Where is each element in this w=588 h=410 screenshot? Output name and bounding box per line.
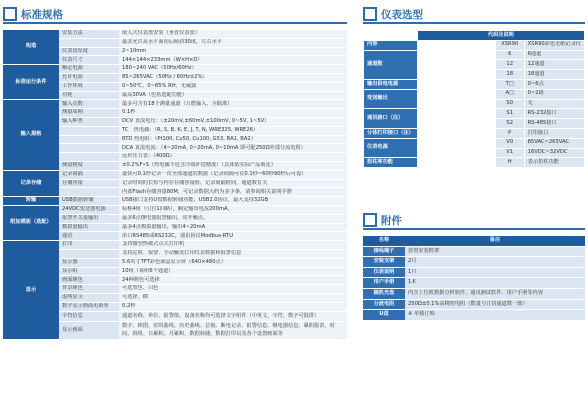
accessory-row bbox=[363, 257, 585, 268]
spec-section-header bbox=[3, 6, 347, 24]
spec-value: 144×144×233mm（W×H×D） bbox=[119, 56, 347, 65]
spec-value: 最多允许从水平面向后倾斜30度，左右水平 bbox=[119, 38, 347, 47]
spec-value: 嵌入式仪表盘安装（垂直仪表盘） bbox=[119, 30, 347, 38]
accessory-note: 内含上位机数据分析软件、通讯测试软件、用户手册等内容 bbox=[405, 288, 585, 299]
spec-value: 最快可0.1秒记录一次全部通道的数据（记录间隔可在0.1秒~60秒90秒后可设） bbox=[119, 170, 347, 179]
spec-value: 2~10mm bbox=[119, 47, 347, 56]
selection-table bbox=[363, 30, 585, 168]
spec-value: RTD 热电阻：（Pt100, Cu50, Cu100, G53, BA1, BA2） bbox=[119, 135, 347, 144]
spec-row bbox=[3, 30, 347, 38]
spec-category: 记录存储 bbox=[3, 170, 59, 196]
selection-code: 18 bbox=[495, 70, 524, 80]
selection-label: 仪表电源 bbox=[364, 138, 418, 158]
spec-row bbox=[3, 65, 347, 74]
spec-value: USB接口支持U盘数据转储功能，USB2.0协议，最大支持32GB bbox=[119, 197, 347, 206]
spec-value: 串口RS485或RS232C，通讯协议Modbus-RTU bbox=[119, 232, 347, 241]
accessories-title: 附件 bbox=[381, 214, 402, 227]
selection-row bbox=[364, 158, 585, 168]
spec-value: ±0.2%F•S（热电偶不包含冷端补偿精度）（具体依实际产品而定） bbox=[119, 161, 347, 170]
accessory-note: ※ 单独订购 bbox=[405, 310, 585, 321]
spec-item bbox=[59, 153, 119, 162]
accessory-note: 1只 bbox=[405, 267, 585, 278]
selection-indent bbox=[417, 79, 495, 89]
accessory-note: 250Ω±0.1%高精密电阻（数量与订货通道数一致） bbox=[405, 299, 585, 310]
selection-indent bbox=[417, 158, 495, 168]
selection-code: S2 bbox=[495, 119, 524, 129]
selection-header: 代码及说明 bbox=[417, 31, 584, 41]
selection-code: V0 bbox=[495, 138, 524, 148]
selection-code: S1 bbox=[495, 109, 524, 119]
grid-icon bbox=[3, 7, 17, 21]
spec-item: 背景颜色 bbox=[59, 285, 119, 294]
accessory-name: 接线端子 bbox=[363, 246, 405, 257]
spec-item: 数字显示画面更新率 bbox=[59, 302, 119, 311]
spec-value: 通道名称、单位、报警值、设备名称均可选择文字组件（中英文，字符，数字可混排） bbox=[119, 311, 347, 322]
selection-code: V1 bbox=[495, 148, 524, 158]
spec-table bbox=[3, 30, 347, 340]
spec-item: 额定电源 bbox=[59, 65, 119, 74]
selection-indent bbox=[417, 40, 495, 50]
accessory-row bbox=[363, 299, 585, 310]
spec-row bbox=[3, 197, 347, 206]
spec-item: 虚线显示 bbox=[59, 293, 119, 302]
spec-item: 打印 bbox=[59, 241, 119, 250]
selection-row bbox=[364, 89, 585, 99]
spec-item bbox=[59, 144, 119, 153]
accessory-row bbox=[363, 267, 585, 278]
spec-item: 安装方法 bbox=[59, 30, 119, 38]
selection-indent bbox=[417, 138, 495, 148]
selection-code: 12 bbox=[495, 60, 524, 70]
spec-item: 仪表盘厚度 bbox=[59, 47, 119, 56]
spec-item: 工作环境 bbox=[59, 82, 119, 91]
spec-item: 报警开关量输出 bbox=[59, 214, 119, 223]
selection-desc: 无 bbox=[524, 99, 584, 109]
spec-item bbox=[59, 188, 119, 197]
spec-item: 存储容量 bbox=[59, 179, 119, 188]
selection-desc: 0~2路 bbox=[524, 89, 584, 99]
selection-indent bbox=[417, 60, 495, 70]
spec-value: 内部Flash存储容量80M，可记录数据大约为多少条，请参阅相关说明手册 bbox=[119, 188, 347, 197]
spec-value: 可选黑色、白色 bbox=[119, 285, 347, 294]
spec-value: 10组（每组6个通道） bbox=[119, 267, 347, 276]
accessory-note: 2只 bbox=[405, 257, 585, 268]
spec-item bbox=[59, 249, 119, 258]
selection-indent bbox=[417, 89, 495, 99]
spec-item bbox=[59, 135, 119, 144]
spec-value: DCV 直流电压：（±20mV,±60mV,±100mV, 0~5V, 1~5V） bbox=[119, 117, 347, 126]
spec-value: 0.1秒 bbox=[119, 109, 347, 118]
selection-indent bbox=[417, 148, 495, 158]
spec-item bbox=[59, 126, 119, 135]
selection-row bbox=[364, 138, 585, 148]
selection-indent bbox=[417, 128, 495, 138]
spec-item: 显示画面 bbox=[59, 322, 119, 340]
spec-category: 转输 bbox=[3, 197, 59, 206]
selection-desc: RS-485接口 bbox=[524, 119, 584, 129]
selection-row bbox=[364, 40, 585, 50]
selection-desc: 表示扭柱功能 bbox=[524, 158, 584, 168]
spec-row bbox=[3, 241, 347, 250]
spec-value: 24种颜色可选择 bbox=[119, 276, 347, 285]
selection-code: H bbox=[495, 158, 524, 168]
accessory-name: 仪表说明 bbox=[363, 267, 405, 278]
selection-label: 分体打印接口（注） bbox=[364, 128, 418, 138]
spec-row bbox=[3, 100, 347, 109]
spec-row bbox=[3, 205, 347, 214]
spec-category: 显示 bbox=[3, 241, 59, 340]
selection-label: 变送输出 bbox=[364, 89, 418, 109]
spec-item: 通讯 bbox=[59, 232, 119, 241]
selection-code: S0 bbox=[495, 99, 524, 109]
spec-value: 记录时间的长短与内存存储容量值、记录间隔时间、通道数有关 bbox=[119, 179, 347, 188]
accessories-section-header bbox=[363, 212, 585, 230]
spec-value: 5.6英寸TFT彩色液晶显示屏（640×480点） bbox=[119, 258, 347, 267]
spec-item: 仪表尺寸 bbox=[59, 56, 119, 65]
spec-item: 允许电源 bbox=[59, 73, 119, 82]
spec-value: 远传压力表：（400Ω） bbox=[119, 153, 347, 162]
spec-category: 标准运行条件 bbox=[3, 65, 59, 100]
spec-value: DCA 直流电流：（4~20mA, 0~20mA, 0~10mA 即可配250Ω外部分流电阻） bbox=[119, 144, 347, 153]
spec-item bbox=[59, 38, 119, 47]
spec-category: 输入規格 bbox=[3, 100, 59, 170]
selection-section-header bbox=[363, 6, 585, 24]
selection-code: XSR90 bbox=[495, 40, 524, 50]
spec-item: 记录间隔 bbox=[59, 170, 119, 179]
accessory-name: U盘 bbox=[363, 310, 405, 321]
spec-item: 画面颜色 bbox=[59, 276, 119, 285]
spec-value: 支持定时、报警、手动触发打印仪表数据和报警信息 bbox=[119, 249, 347, 258]
spec-item: 模拟量输出 bbox=[59, 223, 119, 232]
accessory-name: 用户手册 bbox=[363, 278, 405, 289]
selection-label: 扭柱库功能 bbox=[364, 158, 418, 168]
selection-code: P bbox=[495, 128, 524, 138]
selection-desc: RS-232接口 bbox=[524, 109, 584, 119]
spec-item: 显示器 bbox=[59, 258, 119, 267]
accessory-row bbox=[363, 288, 585, 299]
spec-value: 180~240 VAC（50Hz/60Hz） bbox=[119, 65, 347, 74]
selection-title: 仪表选型 bbox=[381, 8, 423, 21]
selection-row bbox=[364, 50, 585, 60]
selection-row bbox=[364, 109, 585, 119]
accessory-note: 1本 bbox=[405, 278, 585, 289]
selection-row bbox=[364, 79, 585, 89]
spec-value: 可选择、横 bbox=[119, 293, 347, 302]
selection-desc: 0~6点 bbox=[524, 79, 584, 89]
selection-desc: 85VAC~265VAC bbox=[524, 138, 584, 148]
spec-value: 0.2秒 bbox=[119, 302, 347, 311]
spec-value: 最多6点继电器报警输出，常开触点， bbox=[119, 214, 347, 223]
spec-item: 24VDC变送器电源 bbox=[59, 205, 119, 214]
selection-indent bbox=[417, 119, 495, 129]
spec-value: 最高30VA（包括选配功能） bbox=[119, 91, 347, 100]
selection-code: T□ bbox=[495, 79, 524, 89]
spec-value: 数字、棒图、实时曲线、历史曲线、总貌、断电记录、报警信息、继电器信息、累积报表、时间、班组、日累积、月累积、数据转储、数据打印以及各个设置画面等 bbox=[119, 322, 347, 340]
accessory-name: 分流电阻 bbox=[363, 299, 405, 310]
spec-value: 标称4组（引自1回路），额定输出电流200mA， bbox=[119, 205, 347, 214]
grid-icon bbox=[363, 213, 377, 227]
accessory-note: 放置安装框架 bbox=[405, 246, 585, 257]
spec-category: 构造 bbox=[3, 30, 59, 65]
selection-indent bbox=[417, 50, 495, 60]
spec-item: 测量周期 bbox=[59, 109, 119, 118]
accessories-table bbox=[363, 236, 585, 321]
accessory-row bbox=[363, 310, 585, 321]
selection-indent bbox=[417, 109, 495, 119]
spec-value: 0~50℃，0~85% RH，无凝露 bbox=[119, 82, 347, 91]
spec-item: USB数据转储 bbox=[59, 197, 119, 206]
spec-item: 显示组 bbox=[59, 267, 119, 276]
spec-value: 支持微型热敏式点式打印机 bbox=[119, 241, 347, 250]
spec-item: 输入点数 bbox=[59, 100, 119, 109]
spec-value: TC 热电偶：（R, S, B, K, E, J, T, N, WRE325, WRE26） bbox=[119, 126, 347, 135]
selection-label: 内容 bbox=[364, 40, 418, 50]
accessory-row bbox=[363, 246, 585, 257]
selection-desc: 打印接口 bbox=[524, 128, 584, 138]
selection-desc: 6通道 bbox=[524, 50, 584, 60]
selection-desc: 18通道 bbox=[524, 70, 584, 80]
spec-item: 字符信息 bbox=[59, 311, 119, 322]
selection-code: A□ bbox=[495, 89, 524, 99]
selection-label: 输出供电电源 bbox=[364, 79, 418, 89]
selection-desc: 16VDC~32VDC bbox=[524, 148, 584, 158]
spec-value: 最多4点模拟量输出，输出4~20mA bbox=[119, 223, 347, 232]
accessories-header-note: 备注 bbox=[405, 236, 585, 246]
selection-label: 通道数 bbox=[364, 50, 418, 79]
spec-item: 输入种类 bbox=[59, 117, 119, 126]
accessory-name: 随机光盘 bbox=[363, 288, 405, 299]
selection-row bbox=[364, 128, 585, 138]
accessory-row bbox=[363, 278, 585, 289]
selection-desc: XSR90彩色无纸记录仪 bbox=[524, 40, 584, 50]
spec-row bbox=[3, 170, 347, 179]
accessory-name: 安装支架 bbox=[363, 257, 405, 268]
selection-indent bbox=[417, 99, 495, 109]
selection-code: 6 bbox=[495, 50, 524, 60]
spec-value: 85~265VAC（50Hz / 60Hz±2%） bbox=[119, 73, 347, 82]
spec-item: 功耗 bbox=[59, 91, 119, 100]
spec-item: 测量精度 bbox=[59, 161, 119, 170]
selection-label: 通讯接口（注） bbox=[364, 109, 418, 129]
spec-category: 附加模板（选配） bbox=[3, 205, 59, 240]
grid-icon bbox=[363, 7, 377, 21]
selection-indent bbox=[417, 70, 495, 80]
spec-value: 最多可含有18个测量通道（万能输入，全隔离） bbox=[119, 100, 347, 109]
selection-desc: 12通道 bbox=[524, 60, 584, 70]
accessories-header-name: 名称 bbox=[363, 236, 405, 246]
spec-title: 标准规格 bbox=[21, 8, 63, 21]
